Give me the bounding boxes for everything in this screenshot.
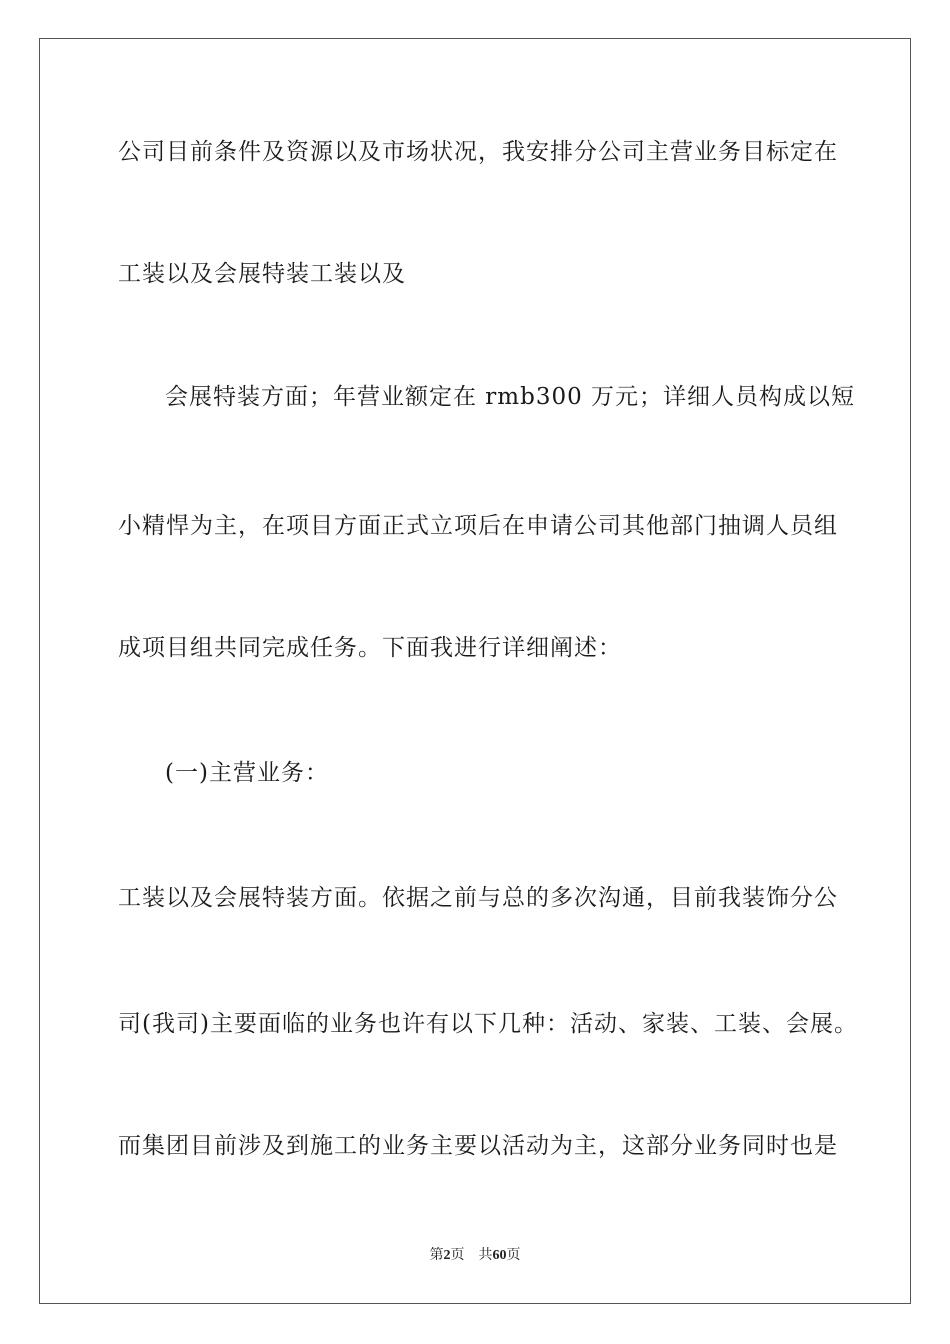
page-border <box>39 38 911 1304</box>
footer-total-number: 60 <box>492 1248 507 1263</box>
body-text-line-1: 公司目前条件及资源以及市场状况，我安排分公司主营业务目标定在 <box>118 139 838 165</box>
body-text-line-2: 工装以及会展特装工装以及 <box>118 261 406 287</box>
footer-page-number: 2 <box>443 1248 451 1263</box>
body-text-line-8: 而集团目前涉及到施工的业务主要以活动为主，这部分业务同时也是 <box>118 1133 838 1159</box>
body-text-line-6: 工装以及会展特装方面。依据之前与总的多次沟通，目前我装饰分公 <box>118 885 838 911</box>
body-text-line-4: 小精悍为主，在项目方面正式立项后在申请公司其他部门抽调人员组 <box>118 513 838 539</box>
footer-page-suffix: 页 <box>450 1248 465 1263</box>
section-heading: (一)主营业务： <box>165 760 329 786</box>
footer-total-prefix: 共 <box>478 1248 493 1263</box>
body-text-line-7: 司(我司)主要面临的业务也许有以下几种：活动、家装、工装、会展。 <box>118 1011 858 1037</box>
footer-total-suffix: 页 <box>506 1248 521 1263</box>
page-footer <box>0 1247 950 1265</box>
body-text-line-5: 成项目组共同完成任务。下面我进行详细阐述： <box>118 635 622 661</box>
body-text-line-3: 会展特装方面；年营业额定在 rmb300 万元；详细人员构成以短 <box>165 384 856 410</box>
footer-page-prefix: 第 <box>429 1248 444 1263</box>
